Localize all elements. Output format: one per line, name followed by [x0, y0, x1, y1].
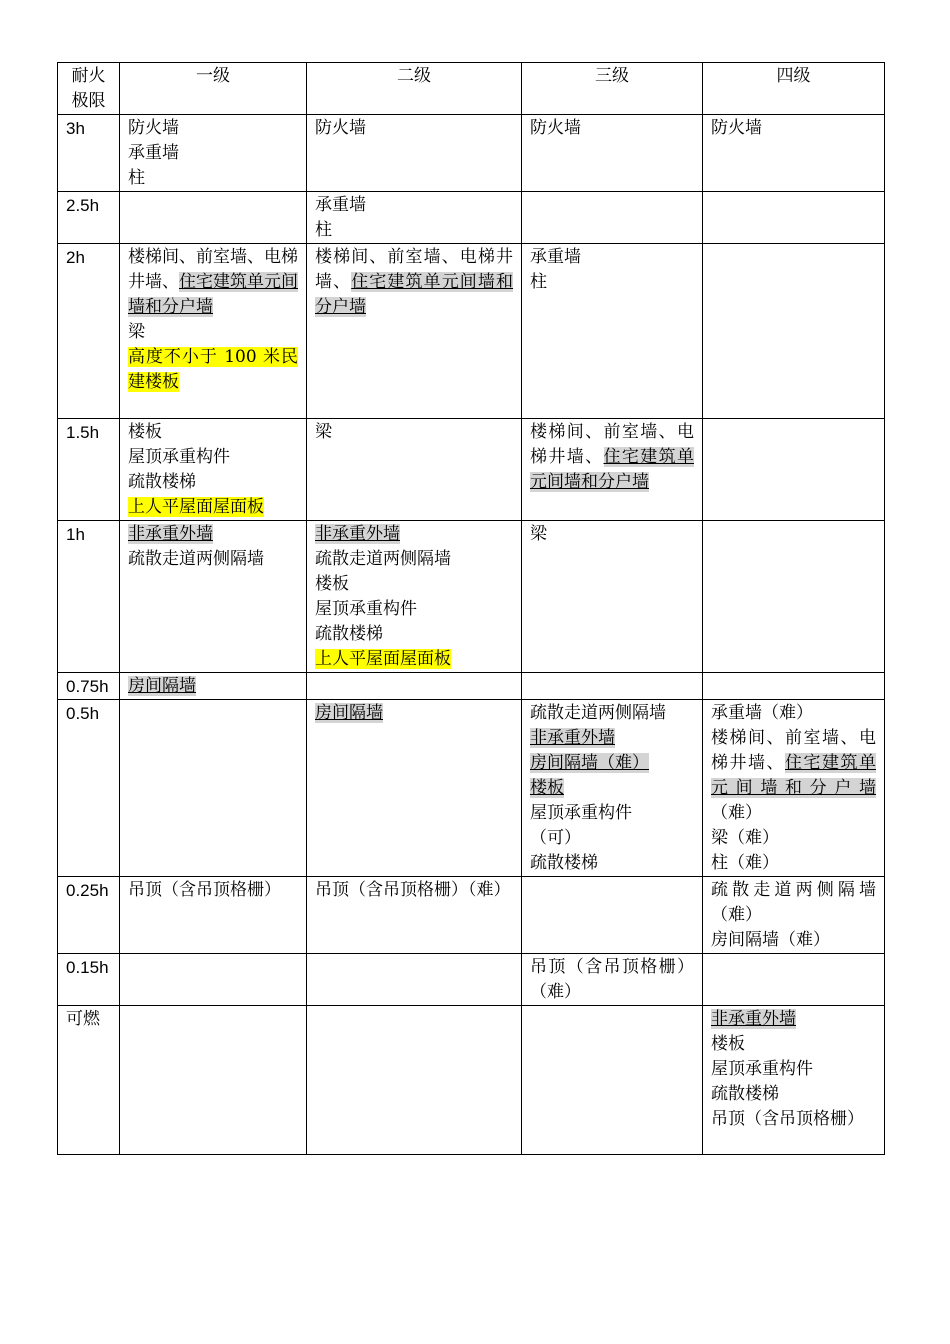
highlighted-text: 住宅建筑单元间墙和分户墙	[128, 272, 298, 317]
component-text: 承重墙	[530, 247, 581, 267]
component-item	[128, 320, 298, 345]
component-text: 柱	[315, 220, 332, 240]
component-text: 柱（难）	[711, 853, 779, 873]
component-text: 防火墙	[711, 118, 762, 138]
header-row	[58, 63, 885, 115]
component-item	[530, 826, 694, 851]
component-item	[530, 420, 694, 495]
component-item	[315, 701, 513, 726]
component-item	[315, 547, 513, 572]
component-text: 楼板	[711, 1034, 745, 1054]
table-row	[58, 115, 885, 192]
fire-limit-cell: 0.25h	[58, 877, 120, 954]
header-limit: 耐火极限	[58, 63, 120, 115]
component-item	[128, 547, 298, 572]
component-item	[711, 826, 876, 851]
component-item	[711, 1007, 876, 1032]
grade-4-cell	[703, 115, 885, 192]
component-item	[711, 1057, 876, 1082]
component-text: 吊顶（含吊顶格栅）	[711, 1109, 864, 1129]
yellow-highlight-text: 上人平屋面屋面板	[128, 497, 264, 517]
grade-4-cell	[703, 954, 885, 1006]
component-text: 屋顶承重构件	[711, 1059, 813, 1079]
grade-1-cell	[120, 244, 307, 419]
table-row	[58, 877, 885, 954]
table-row	[58, 521, 885, 673]
component-text: 梁	[128, 322, 145, 342]
component-item	[530, 751, 694, 776]
table-body	[58, 115, 885, 1155]
highlighted-text: 住宅建筑单元间墙和分户墙	[711, 753, 876, 798]
fire-limit-cell: 2.5h	[58, 192, 120, 244]
highlighted-text: 住宅建筑单元间墙和分户墙	[530, 447, 694, 492]
component-text: 疏散楼梯	[530, 853, 598, 873]
component-text: 承重墙	[315, 195, 366, 215]
highlighted-text: 房间隔墙	[128, 676, 196, 696]
component-item	[530, 726, 694, 751]
grade-1-cell	[120, 419, 307, 521]
grade-4-cell	[703, 700, 885, 877]
component-text: 梁	[530, 524, 547, 544]
component-text: 承重墙（难）	[711, 703, 813, 723]
component-item	[315, 193, 513, 218]
component-item	[128, 116, 298, 141]
grade-1-cell	[120, 877, 307, 954]
grade-1-cell	[120, 115, 307, 192]
component-item	[711, 726, 876, 826]
fire-limit-cell: 0.15h	[58, 954, 120, 1006]
component-item	[530, 701, 694, 726]
component-item	[315, 878, 513, 903]
component-text: 疏散楼梯	[128, 472, 196, 492]
highlighted-text: 楼板	[530, 778, 564, 798]
component-item	[530, 270, 694, 295]
component-item	[315, 218, 513, 243]
grade-3-cell	[522, 115, 703, 192]
component-item	[711, 878, 876, 928]
grade-2-cell	[307, 700, 522, 877]
component-item	[530, 955, 694, 1005]
component-item	[315, 522, 513, 547]
component-text: 楼梯间、前室墙、电梯井墙、	[315, 247, 513, 292]
table-row	[58, 954, 885, 1006]
highlighted-text: 房间隔墙（难）	[530, 753, 649, 773]
grade-2-cell	[307, 115, 522, 192]
component-item	[315, 572, 513, 597]
component-text: 梁	[315, 422, 332, 442]
component-text: 防火墙	[315, 118, 366, 138]
table-row	[58, 192, 885, 244]
component-item	[128, 245, 298, 320]
component-text: 屋顶承重构件	[315, 599, 417, 619]
component-item	[711, 116, 876, 141]
grade-3-cell	[522, 192, 703, 244]
fire-resistance-table	[57, 62, 885, 1155]
component-text: 屋顶承重构件	[128, 447, 230, 467]
component-text: 疏散走道两侧隔墙	[530, 703, 666, 723]
grade-2-cell	[307, 1006, 522, 1155]
grade-3-cell	[522, 1006, 703, 1155]
grade-3-cell	[522, 673, 703, 700]
component-item	[128, 141, 298, 166]
component-item	[530, 851, 694, 876]
component-item	[315, 647, 513, 672]
grade-1-cell	[120, 1006, 307, 1155]
header-grade-4: 四级	[703, 63, 885, 115]
grade-3-cell	[522, 419, 703, 521]
grade-3-cell	[522, 521, 703, 673]
component-item	[315, 116, 513, 141]
component-text: 楼梯间、前室墙、电梯井墙、	[128, 247, 298, 292]
fire-limit-cell: 1.5h	[58, 419, 120, 521]
grade-3-cell	[522, 954, 703, 1006]
yellow-highlight-text: 上人平屋面屋面板	[315, 649, 451, 669]
component-item	[711, 1032, 876, 1057]
component-item	[530, 776, 694, 801]
grade-3-cell	[522, 877, 703, 954]
highlighted-text: 非承重外墙	[530, 728, 615, 748]
table-row	[58, 1006, 885, 1155]
header-grade-2: 二级	[307, 63, 522, 115]
component-item	[530, 245, 694, 270]
component-item	[128, 420, 298, 445]
grade-2-cell	[307, 954, 522, 1006]
fire-limit-cell: 1h	[58, 521, 120, 673]
grade-2-cell	[307, 673, 522, 700]
component-item	[128, 445, 298, 470]
grade-1-cell	[120, 673, 307, 700]
component-text: 房间隔墙（难）	[711, 930, 830, 950]
header-grade-1: 一级	[120, 63, 307, 115]
component-text: （难）	[711, 803, 762, 823]
grade-3-cell	[522, 700, 703, 877]
fire-limit-cell: 0.5h	[58, 700, 120, 877]
table-row	[58, 419, 885, 521]
component-item	[711, 701, 876, 726]
component-item	[711, 928, 876, 953]
table-row	[58, 673, 885, 700]
component-text: 楼板	[128, 422, 162, 442]
component-text: 疏散走道两侧隔墙	[128, 549, 264, 569]
component-text: 吊顶（含吊顶格栅）（难）	[530, 957, 694, 1002]
component-text: 柱	[530, 272, 547, 292]
component-item	[128, 495, 298, 520]
fire-limit-cell: 3h	[58, 115, 120, 192]
table-row	[58, 700, 885, 877]
component-item	[128, 522, 298, 547]
component-text: 柱	[128, 168, 145, 188]
grade-2-cell	[307, 244, 522, 419]
fire-limit-cell: 可燃	[58, 1006, 120, 1155]
component-text: 防火墙	[128, 118, 179, 138]
component-item	[315, 597, 513, 622]
grade-4-cell	[703, 521, 885, 673]
table-row	[58, 244, 885, 419]
component-item	[711, 1082, 876, 1107]
component-item	[315, 245, 513, 320]
component-item	[128, 166, 298, 191]
component-text: （可）	[530, 828, 581, 848]
yellow-highlight-text: 高度不小于 100 米民建楼板	[128, 347, 298, 392]
component-text: 楼梯间、前室墙、电梯井墙、	[711, 728, 876, 773]
component-item	[711, 1107, 876, 1132]
component-text: 疏散走道两侧隔墙	[315, 549, 451, 569]
grade-4-cell	[703, 1006, 885, 1155]
grade-1-cell	[120, 192, 307, 244]
highlighted-text: 非承重外墙	[711, 1009, 796, 1029]
highlighted-text: 非承重外墙	[315, 524, 400, 544]
component-item	[128, 878, 298, 903]
component-item	[315, 622, 513, 647]
component-text: 吊顶（含吊顶格栅）	[128, 880, 281, 900]
grade-4-cell	[703, 673, 885, 700]
grade-1-cell	[120, 954, 307, 1006]
component-text: 屋顶承重构件	[530, 803, 632, 823]
component-text: 疏散楼梯	[711, 1084, 779, 1104]
grade-1-cell	[120, 700, 307, 877]
grade-4-cell	[703, 244, 885, 419]
grade-2-cell	[307, 877, 522, 954]
grade-2-cell	[307, 521, 522, 673]
fire-limit-cell: 0.75h	[58, 673, 120, 700]
component-item	[128, 470, 298, 495]
component-text: 楼板	[315, 574, 349, 594]
component-text: 疏散楼梯	[315, 624, 383, 644]
component-text: 梁（难）	[711, 828, 779, 848]
grade-4-cell	[703, 877, 885, 954]
component-text: 承重墙	[128, 143, 179, 163]
highlighted-text: 房间隔墙	[315, 703, 383, 723]
component-text: 楼梯间、前室墙、电梯井墙、	[530, 422, 694, 467]
component-item	[711, 851, 876, 876]
grade-2-cell	[307, 192, 522, 244]
component-item	[530, 522, 694, 547]
component-item	[530, 801, 694, 826]
header-grade-3: 三级	[522, 63, 703, 115]
fire-limit-cell: 2h	[58, 244, 120, 419]
grade-2-cell	[307, 419, 522, 521]
highlighted-text: 住宅建筑单元间墙和分户墙	[315, 272, 514, 317]
highlighted-text: 非承重外墙	[128, 524, 213, 544]
component-text: 疏散走道两侧隔墙（难）	[711, 880, 876, 925]
component-item	[128, 345, 298, 395]
component-text: 吊顶（含吊顶格栅）（难）	[315, 880, 511, 900]
component-item	[530, 116, 694, 141]
component-text: 防火墙	[530, 118, 581, 138]
grade-4-cell	[703, 192, 885, 244]
grade-3-cell	[522, 244, 703, 419]
component-item	[128, 674, 298, 699]
grade-1-cell	[120, 521, 307, 673]
component-item	[315, 420, 513, 445]
grade-4-cell	[703, 419, 885, 521]
